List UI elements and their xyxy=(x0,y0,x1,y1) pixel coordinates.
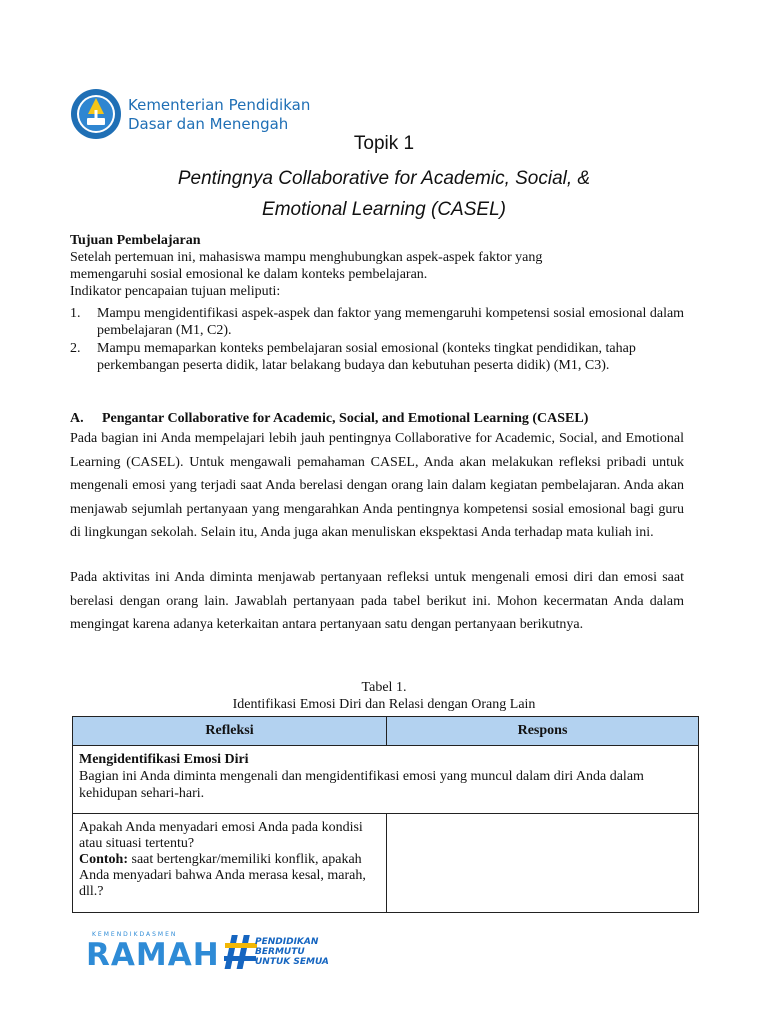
ramah-logo-text: RAMAH xyxy=(86,937,220,973)
list-item-text: Mampu memaparkan konteks pembelajaran sosial emosional (konteks tingkat pendidikan, tahap perkembangan peserta didik, latar belakang budaya dan kebutuhan peserta didik) (M1, C3). xyxy=(97,341,636,373)
table-row xyxy=(73,814,699,913)
question-example xyxy=(79,852,380,900)
ramah-logo xyxy=(86,931,220,977)
example-text: saat bertengkar/memiliki konflik, apakah Anda menyadari bahwa Anda merasa kesal, marah, dll.? xyxy=(79,852,366,899)
learning-objectives xyxy=(70,232,687,300)
section-a-heading xyxy=(70,411,588,427)
page-title xyxy=(0,163,768,225)
list-item xyxy=(70,340,687,374)
objectives-intro-line1: Setelah pertemuan ini, mahasiswa mampu menghubungkan aspek-aspek faktor yang xyxy=(70,250,543,265)
list-item xyxy=(70,305,687,339)
question-text: Apakah Anda menyadari emosi Anda pada kondisi atau situasi tertentu? xyxy=(79,820,363,851)
table-caption-title: Identifikasi Emosi Diri dan Relasi dengan Orang Lain xyxy=(232,697,536,712)
table-caption-number: Tabel 1. xyxy=(361,680,407,695)
hash-icon xyxy=(224,934,258,970)
slogan-line2: BERMUTU xyxy=(255,947,305,957)
table-header-row xyxy=(73,717,699,746)
response-cell xyxy=(387,814,699,913)
header-refleksi: Refleksi xyxy=(73,717,387,746)
page-title-line1: Pentingnya Collaborative for Academic, Social, & xyxy=(177,168,591,189)
list-item-text: Mampu mengidentifikasi aspek-aspek dan faktor yang memengaruhi kompetensi sosial emosional dalam pembelajaran (M1, C2). xyxy=(97,306,685,338)
table-subsection-row xyxy=(73,746,699,814)
subsection-description: Bagian ini Anda diminta mengenali dan mengidentifikasi emosi yang muncul dalam diri Anda dalam kehidupan sehari-hari. xyxy=(79,769,644,801)
slogan-line3: UNTUK SEMUA xyxy=(255,957,329,967)
ministry-name-line1: Kementerian Pendidikan xyxy=(128,96,311,114)
section-letter: A. xyxy=(70,411,84,426)
section-a-paragraph-1: Pada bagian ini Anda mempelajari lebih jauh pentingnya Collaborative for Academic, Social, and Emotional Learning (CASEL). Untuk mengawali pemahaman CASEL, Anda akan melakukan refleksi pribadi untuk mengenali emosi yang terjadi saat Anda berelasi dengan orang lain dalam kegiatan pembelajaran. Anda akan menjawab sejumlah pertanyaan yang mengarahkan Anda pentingnya kompetensi sosial emosional bagi guru di lingkungan sekolah. Selain itu, Anda juga akan menuliskan ekspektasi Anda terhadap mata kuliah ini. xyxy=(70,431,684,540)
ramah-logo-top-text: KEMENDIKDASMEN xyxy=(92,931,178,938)
list-item-number: 2. xyxy=(70,341,81,356)
page-title-line2: Emotional Learning (CASEL) xyxy=(262,199,506,220)
objectives-heading: Tujuan Pembelajaran xyxy=(70,233,201,248)
subsection-cell xyxy=(73,746,699,814)
objectives-intro-line2: memengaruhi sosial emosional ke dalam konteks pembelajaran. xyxy=(70,267,428,282)
emotion-identification-table xyxy=(72,716,699,913)
indicator-intro: Indikator pencapaian tujuan meliputi: xyxy=(70,284,281,299)
pendidikan-bermutu-logo xyxy=(224,934,334,972)
section-a-paragraph-2: Pada aktivitas ini Anda diminta menjawab pertanyaan refleksi untuk mengenali emosi diri dan emosi saat berelasi dengan orang lain. Jawablah pertanyaan pada tabel berikut ini. Mohon kecermatan Anda dalam mengingat karena adanya keterkaitan antara pertanyaan satu dengan pertanyaan berikutnya. xyxy=(70,570,684,632)
header-respons: Respons xyxy=(387,717,699,746)
question-cell xyxy=(73,814,387,913)
list-item-number: 1. xyxy=(70,306,81,321)
example-label: Contoh: xyxy=(79,852,129,867)
slogan-line1: PENDIDIKAN xyxy=(255,937,319,947)
topic-label: Topik 1 xyxy=(353,133,415,154)
subsection-title: Mengidentifikasi Emosi Diri xyxy=(79,752,249,767)
ministry-name-line2: Dasar dan Menengah xyxy=(128,115,289,133)
section-title: Pengantar Collaborative for Academic, Social, and Emotional Learning (CASEL) xyxy=(102,411,589,426)
